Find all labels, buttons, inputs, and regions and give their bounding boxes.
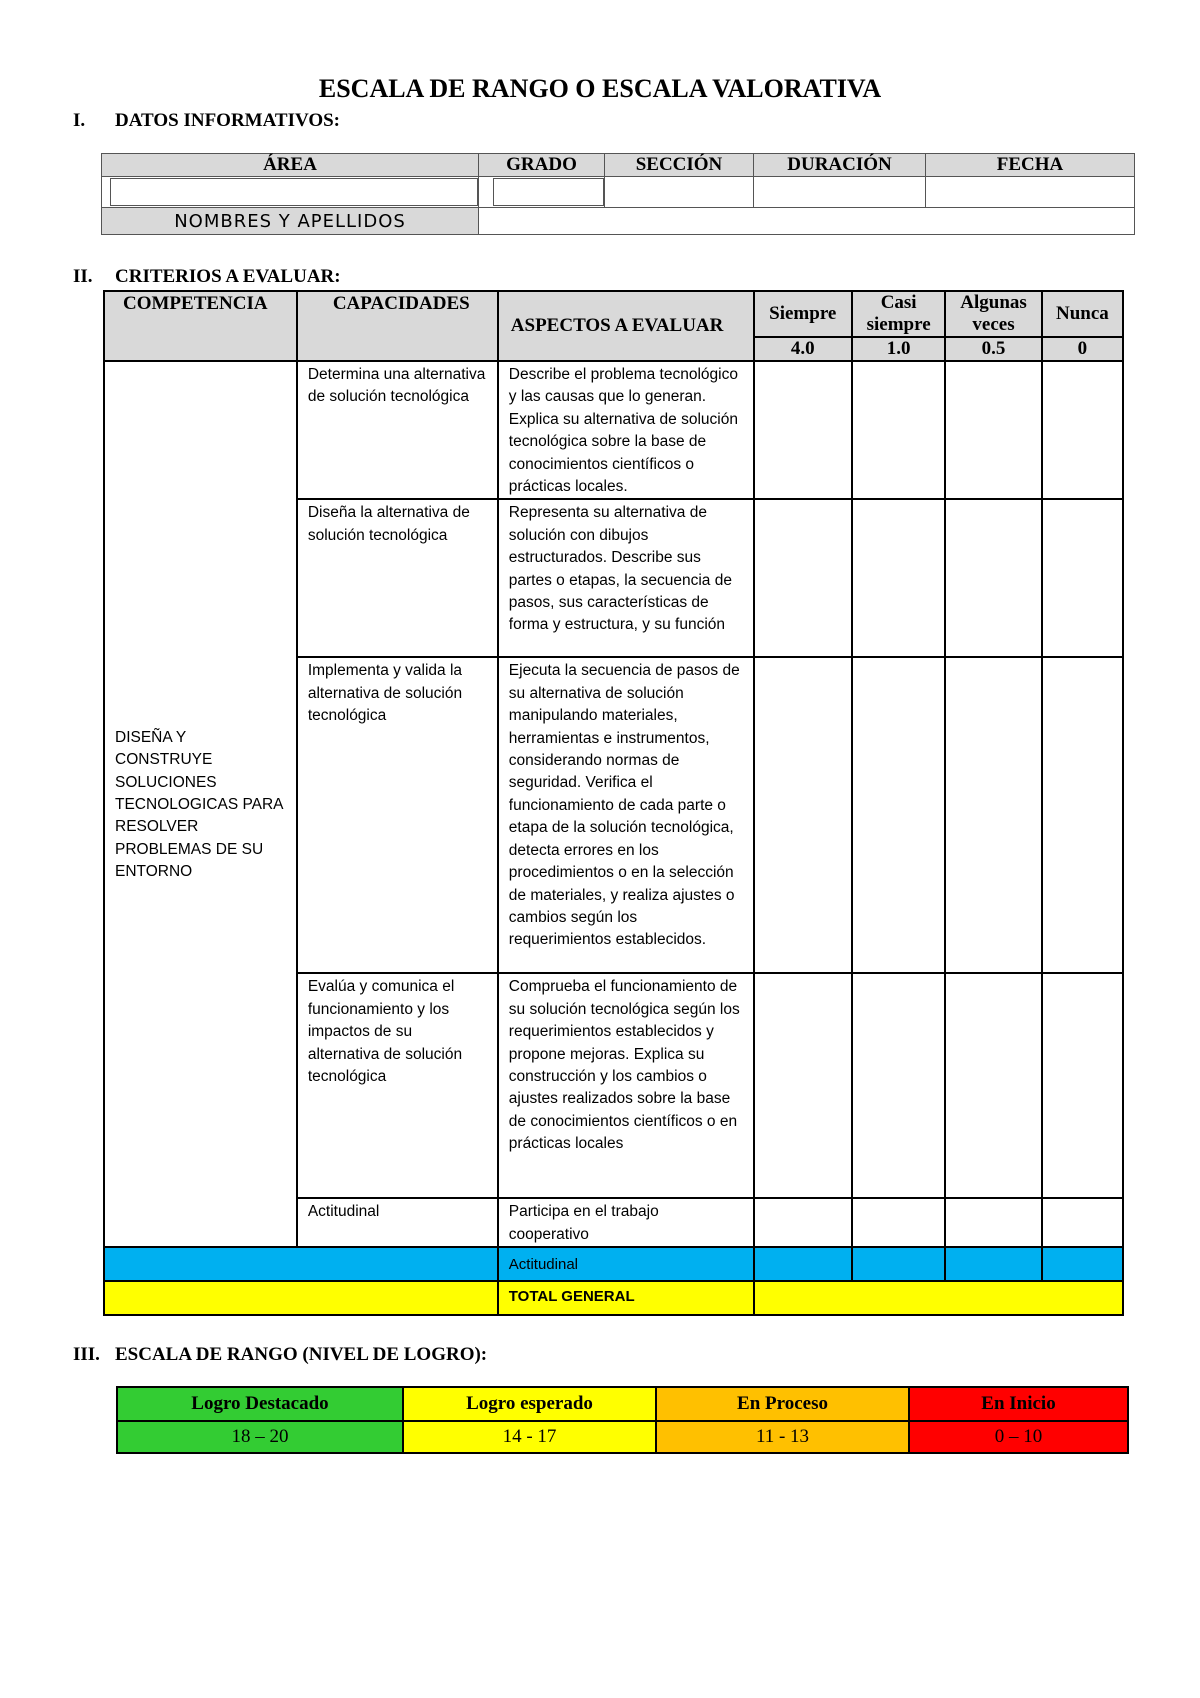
section-number: I. (73, 110, 86, 131)
cell-casi-siempre-2[interactable] (852, 499, 945, 657)
actitudinal-siempre[interactable] (754, 1247, 852, 1281)
cell-nunca-4[interactable] (1042, 973, 1123, 1198)
nombres-field[interactable] (479, 208, 1135, 235)
cell-casi-siempre-1[interactable] (852, 361, 945, 499)
actitudinal-algunas-veces[interactable] (945, 1247, 1041, 1281)
score-nunca: 0 (1042, 337, 1123, 361)
rango-en-proceso: 11 - 13 (656, 1421, 909, 1453)
header-casi-siempre: Casi siempre (852, 291, 945, 337)
section-label: CRITERIOS A EVALUAR: (115, 266, 341, 287)
cell-nunca-3[interactable] (1042, 657, 1123, 973)
header-algunas-veces: Algunas veces (945, 291, 1041, 337)
aspecto-3: Ejecuta la secuencia de pasos de su alternativa de solución manipulando materiales, herramientas e instrumentos, considerando normas de seguridad. Verifica el funcionamiento de cada parte o etapa de la solución tecnológica, detecta errores en los procedimientos o en la selección de materiales, y realiza ajustes o cambios según los requerimientos establecidos. (498, 657, 754, 973)
total-general-label: TOTAL GENERAL (498, 1281, 754, 1315)
nivel-logro-destacado: Logro Destacado (117, 1387, 403, 1421)
cell-nunca-1[interactable] (1042, 361, 1123, 499)
rango-en-inicio: 0 – 10 (909, 1421, 1128, 1453)
actitudinal-nunca[interactable] (1042, 1247, 1123, 1281)
score-algunas-veces: 0.5 (945, 337, 1041, 361)
nivel-en-inicio: En Inicio (909, 1387, 1128, 1421)
total-general-value[interactable] (754, 1281, 1123, 1315)
capacidad-3: Implementa y valida la alternativa de solución tecnológica (297, 657, 498, 973)
cell-siempre-3[interactable] (754, 657, 852, 973)
header-area: ÁREA (102, 154, 479, 177)
criterios-table (103, 290, 1124, 1316)
section-label: DATOS INFORMATIVOS: (115, 110, 341, 131)
aspecto-1: Describe el problema tecnológico y las causas que lo generan. Explica su alternativa de solución tecnológica sobre la base de conocimientos científicos o prácticas locales. (498, 361, 754, 499)
header-seccion: SECCIÓN (605, 154, 754, 177)
header-capacidades: CAPACIDADES (297, 291, 498, 361)
cell-algunas-veces-4[interactable] (945, 973, 1041, 1198)
capacidad-4: Evalúa y comunica el funcionamiento y los impactos de su alternativa de solución tecnológica (297, 973, 498, 1198)
nivel-en-proceso: En Proceso (656, 1387, 909, 1421)
actitudinal-blank (104, 1247, 498, 1281)
cell-algunas-veces-1[interactable] (945, 361, 1041, 499)
capacidad-1: Determina una alternativa de solución tecnológica (297, 361, 498, 499)
section-number: III. (73, 1344, 100, 1365)
header-nunca: Nunca (1042, 291, 1123, 337)
rango-logro-esperado: 14 - 17 (403, 1421, 656, 1453)
cell-siempre-5[interactable] (754, 1198, 852, 1247)
seccion-field[interactable] (605, 177, 754, 208)
cell-algunas-veces-3[interactable] (945, 657, 1041, 973)
actitudinal-label: Actitudinal (498, 1247, 754, 1281)
datos-informativos-table (101, 153, 1135, 235)
section-escala (73, 1344, 487, 1366)
cell-algunas-veces-5[interactable] (945, 1198, 1041, 1247)
cell-nunca-5[interactable] (1042, 1198, 1123, 1247)
nombres-label: NOMBRES Y APELLIDOS (102, 208, 479, 235)
grado-input[interactable] (493, 178, 604, 206)
header-grado: GRADO (479, 154, 605, 177)
total-blank (104, 1281, 498, 1315)
score-casi-siempre: 1.0 (852, 337, 945, 361)
duracion-field[interactable] (754, 177, 926, 208)
cell-siempre-4[interactable] (754, 973, 852, 1198)
header-competencia: COMPETENCIA (104, 291, 297, 361)
header-duracion: DURACIÓN (754, 154, 926, 177)
cell-siempre-1[interactable] (754, 361, 852, 499)
aspecto-5: Participa en el trabajo cooperativo (498, 1198, 754, 1247)
cell-casi-siempre-5[interactable] (852, 1198, 945, 1247)
grado-field[interactable] (479, 177, 605, 208)
aspecto-2: Representa su alternativa de solución con dibujos estructurados. Describe sus partes o etapas, la secuencia de pasos, sus características de forma y estructura, y su función (498, 499, 754, 657)
header-siempre: Siempre (754, 291, 852, 337)
cell-nunca-2[interactable] (1042, 499, 1123, 657)
area-field[interactable] (102, 177, 479, 208)
header-aspectos: ASPECTOS A EVALUAR (498, 291, 754, 361)
score-siempre: 4.0 (754, 337, 852, 361)
cell-siempre-2[interactable] (754, 499, 852, 657)
escala-table (116, 1386, 1129, 1454)
rango-logro-destacado: 18 – 20 (117, 1421, 403, 1453)
cell-casi-siempre-4[interactable] (852, 973, 945, 1198)
capacidad-5: Actitudinal (297, 1198, 498, 1247)
header-fecha: FECHA (926, 154, 1135, 177)
cell-algunas-veces-2[interactable] (945, 499, 1041, 657)
section-label: ESCALA DE RANGO (NIVEL DE LOGRO): (115, 1344, 488, 1365)
capacidad-2: Diseña la alternativa de solución tecnológica (297, 499, 498, 657)
area-input[interactable] (110, 178, 478, 206)
competencia-cell: DISEÑA Y CONSTRUYE SOLUCIONES TECNOLOGICAS PARA RESOLVER PROBLEMAS DE SU ENTORNO (104, 361, 297, 1247)
section-number: II. (73, 266, 93, 287)
cell-casi-siempre-3[interactable] (852, 657, 945, 973)
page-title: ESCALA DE RANGO O ESCALA VALORATIVA (318, 74, 882, 103)
nivel-logro-esperado: Logro esperado (403, 1387, 656, 1421)
aspecto-4: Comprueba el funcionamiento de su solución tecnológica según los requerimientos establecidos y propone mejoras. Explica su construcción y los cambios o ajustes realizados sobre la base de conocimientos científicos o en prácticas locales (498, 973, 754, 1198)
section-criterios (73, 266, 341, 288)
actitudinal-casi-siempre[interactable] (852, 1247, 945, 1281)
section-datos-informativos (73, 110, 340, 132)
fecha-field[interactable] (926, 177, 1135, 208)
